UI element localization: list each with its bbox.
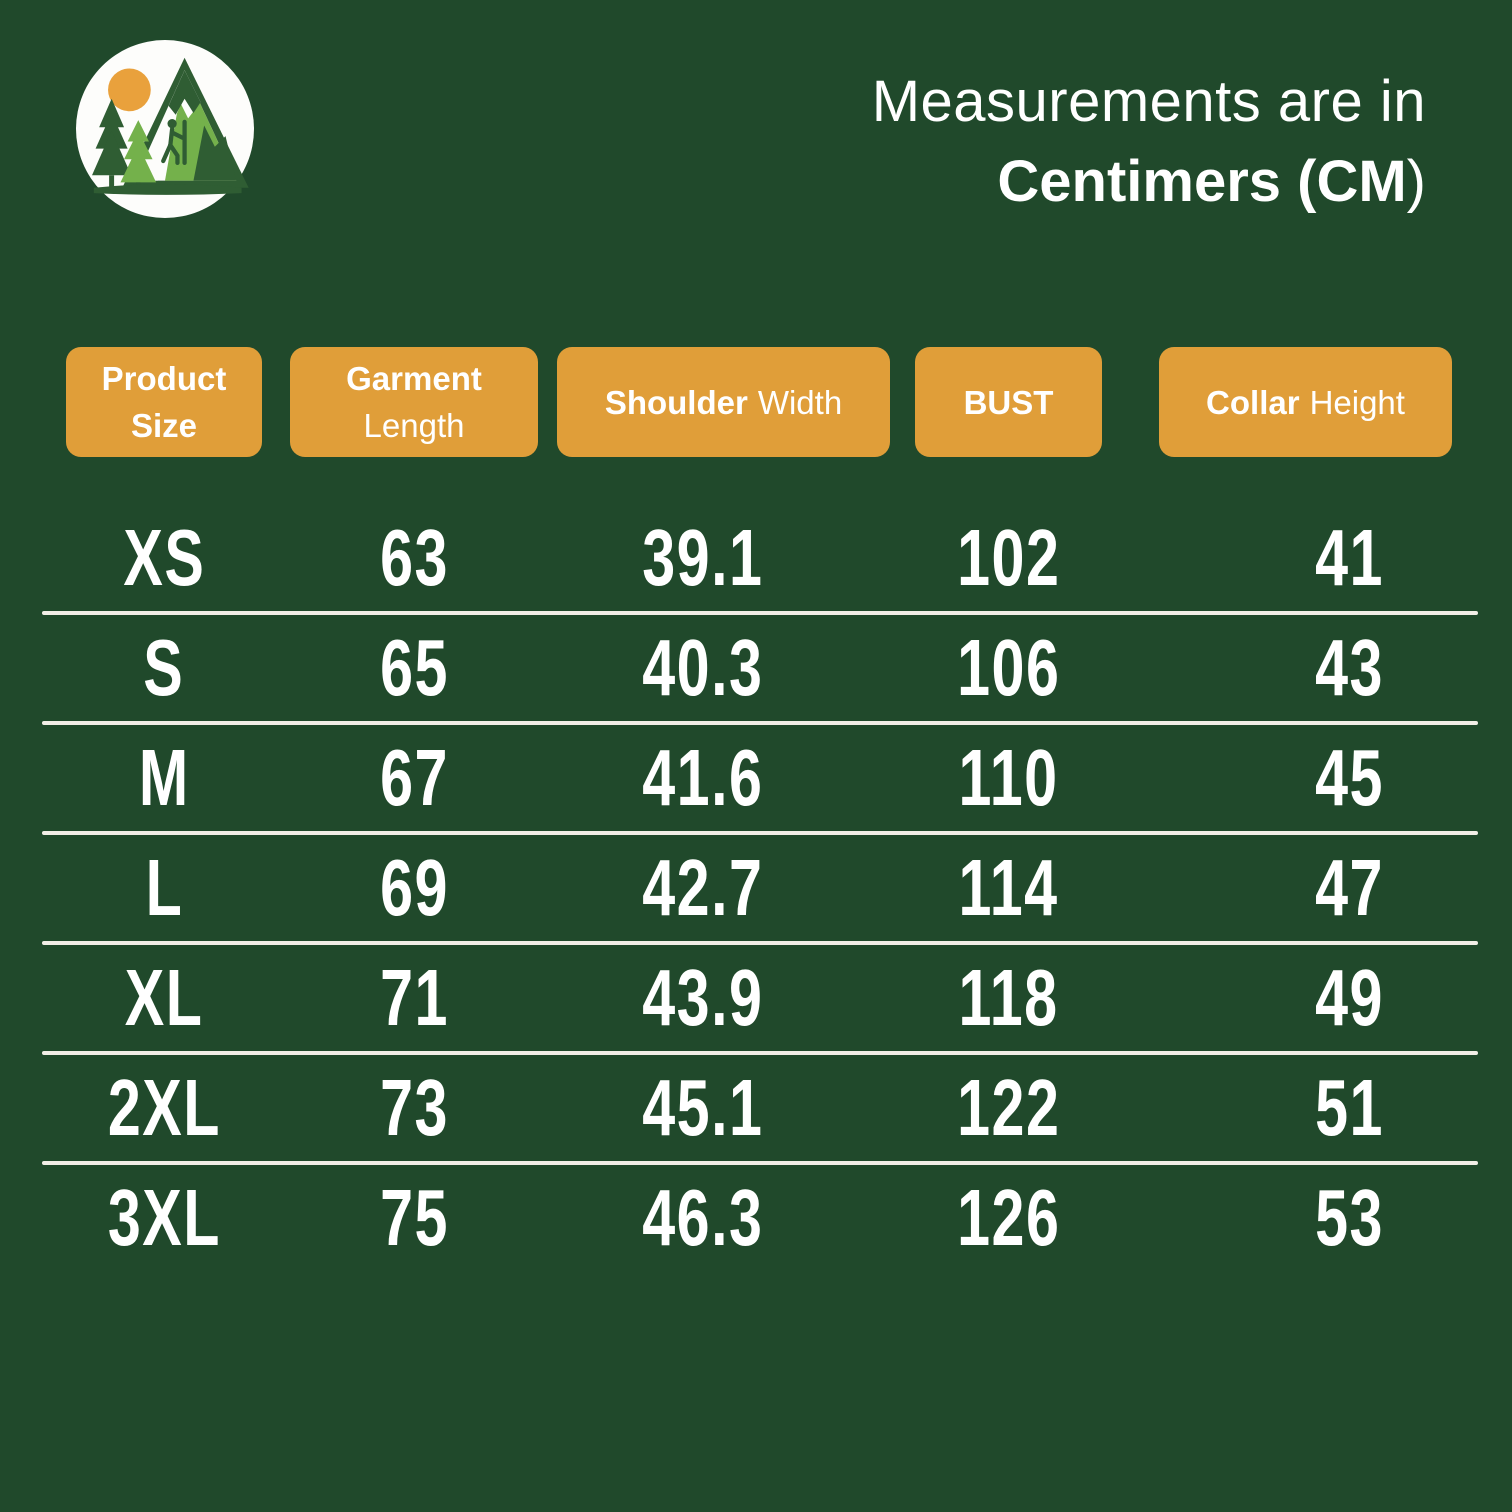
header-garment-length [290, 347, 538, 457]
title-unit-bold: Centimers (CM [997, 149, 1407, 215]
garment-length-cell [290, 952, 538, 1044]
collar-height-value: 41 [1315, 513, 1384, 602]
garment-length-value: 69 [379, 843, 449, 932]
shoulder-width-cell [536, 512, 869, 604]
title-close-paren: ) [1406, 149, 1426, 215]
header-shoulder-width [557, 347, 890, 457]
size-value: 3XL [107, 1173, 221, 1262]
collar-height-cell [1203, 622, 1496, 714]
bust-value: 106 [956, 623, 1061, 712]
bust-value: 126 [956, 1173, 1061, 1262]
header-collar-bold: Collar [1206, 383, 1300, 421]
size-cell [66, 512, 262, 604]
header-product-size-line1: Product [101, 360, 227, 397]
table-header-row [0, 347, 1512, 457]
bust-cell [915, 1172, 1102, 1264]
header-shoulder-bold: Shoulder [604, 383, 748, 421]
title-line1: Measurements are in [871, 69, 1426, 134]
size-value: XS [123, 513, 205, 602]
header-bust [915, 347, 1102, 457]
shoulder-width-cell [536, 1062, 869, 1154]
garment-length-cell [290, 512, 538, 604]
collar-height-cell [1203, 952, 1496, 1044]
shoulder-width-value: 43.9 [641, 953, 764, 1042]
collar-height-value: 43 [1315, 623, 1384, 712]
size-cell [66, 732, 262, 824]
collar-height-value: 47 [1315, 843, 1384, 932]
table-row-xs [0, 503, 1512, 613]
size-cell [66, 622, 262, 714]
bust-cell [915, 512, 1102, 604]
size-cell [66, 842, 262, 934]
garment-length-cell [290, 1172, 538, 1264]
size-value: L [145, 843, 183, 932]
collar-height-cell [1203, 512, 1496, 604]
shoulder-width-value: 46.3 [641, 1173, 764, 1262]
size-cell [66, 952, 262, 1044]
garment-length-value: 73 [379, 1063, 449, 1152]
page-title [872, 62, 1426, 222]
bust-cell [915, 732, 1102, 824]
garment-length-cell [290, 622, 538, 714]
garment-length-value: 65 [379, 623, 449, 712]
bust-cell [915, 622, 1102, 714]
garment-length-value: 63 [379, 513, 449, 602]
table-row-m [0, 723, 1512, 833]
garment-length-value: 67 [379, 733, 449, 822]
header-bust-label: BUST [963, 383, 1054, 421]
garment-length-cell [290, 1062, 538, 1154]
shoulder-width-cell [536, 732, 869, 824]
header-collar-height [1159, 347, 1452, 457]
garment-length-value: 71 [379, 953, 449, 1042]
shoulder-width-value: 45.1 [641, 1063, 764, 1152]
size-value: 2XL [107, 1063, 221, 1152]
collar-height-value: 45 [1315, 733, 1384, 822]
header-garment-length-line2: Length [363, 407, 465, 444]
bust-cell [915, 842, 1102, 934]
brand-logo [76, 40, 254, 218]
table-row-s [0, 613, 1512, 723]
collar-height-cell [1203, 842, 1496, 934]
collar-height-cell [1203, 1172, 1496, 1264]
bust-value: 110 [958, 733, 1059, 822]
bust-value: 102 [956, 513, 1061, 602]
shoulder-width-cell [536, 842, 869, 934]
garment-length-cell [290, 732, 538, 824]
table-row-xl [0, 943, 1512, 1053]
shoulder-width-cell [536, 952, 869, 1044]
shoulder-width-cell [536, 1172, 869, 1264]
table-row-3xl [0, 1163, 1512, 1273]
collar-height-value: 53 [1315, 1173, 1384, 1262]
size-value: XL [124, 953, 204, 1042]
collar-height-value: 49 [1315, 953, 1384, 1042]
bust-cell [915, 952, 1102, 1044]
shoulder-width-value: 42.7 [641, 843, 764, 932]
shoulder-width-value: 39.1 [641, 513, 764, 602]
table-row-l [0, 833, 1512, 943]
garment-length-value: 75 [379, 1173, 449, 1262]
shoulder-width-value: 40.3 [641, 623, 764, 712]
size-table [0, 503, 1512, 1273]
shoulder-width-cell [536, 622, 869, 714]
size-value: S [143, 623, 185, 712]
bust-cell [915, 1062, 1102, 1154]
header-product-size [66, 347, 262, 457]
table-row-2xl [0, 1053, 1512, 1163]
header-garment-length-line1: Garment [346, 360, 482, 397]
size-value: M [138, 733, 190, 822]
title-line2 [872, 142, 1426, 222]
shoulder-width-value: 41.6 [641, 733, 764, 822]
garment-length-cell [290, 842, 538, 934]
collar-height-value: 51 [1315, 1063, 1384, 1152]
size-cell [66, 1172, 262, 1264]
collar-height-cell [1203, 1062, 1496, 1154]
size-cell [66, 1062, 262, 1154]
header-product-size-line2: Size [130, 407, 198, 444]
header-shoulder-regular: Width [757, 383, 843, 421]
bust-value: 118 [958, 953, 1059, 1042]
bust-value: 114 [958, 843, 1059, 932]
collar-height-cell [1203, 732, 1496, 824]
header-collar-regular: Height [1309, 383, 1405, 421]
mountain-hiker-logo-icon [76, 40, 254, 218]
bust-value: 122 [956, 1063, 1061, 1152]
